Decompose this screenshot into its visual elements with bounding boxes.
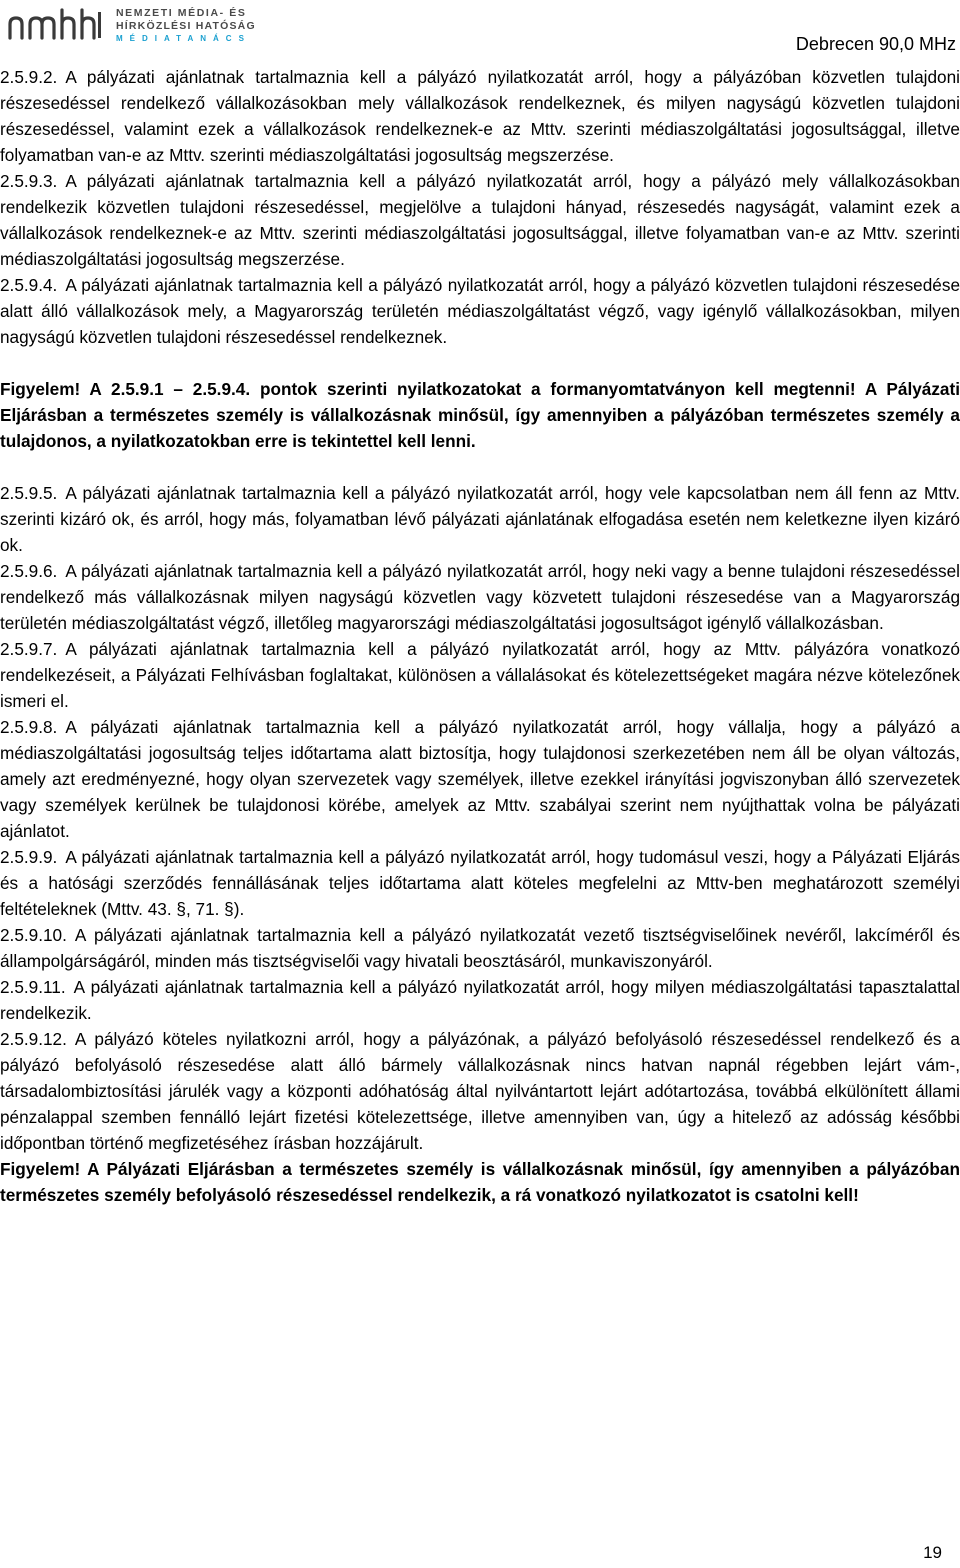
paragraph-text: A pályázati ajánlatnak tartalmaznia kell a pályázó nyilatkozatát arról, hogy a pályázó közvetlen tulajdoni részesedése alatt álló vállalkozások mely, a Magyarország területén médiaszolgáltatást végző, vagy igénylő vállalkozásokban, milyen nagyságú közvetlen tulajdoni részesedéssel rendelkeznek. bbox=[0, 275, 960, 347]
org-name-line1: NEMZETI MÉDIA- ÉS bbox=[116, 7, 247, 19]
paragraph-text: A pályázati ajánlatnak tartalmaznia kell a pályázó nyilatkozatát arról, hogy tudomásul veszi, hogy a Pályázati Eljárás és a hatósági szerződés fennállásának teljes időtartama alatt köteles megfelelni az Mttv-ben meghatározott személyi feltételeknek (Mttv. 43. §, 71. §). bbox=[0, 847, 960, 919]
warning-notice: Figyelem! A 2.5.9.1 – 2.5.9.4. pontok szerinti nyilatkozatokat a formanyomtatványon kell megtenni! A Pályázati Eljárásban a természetes személy is vállalkozásnak minősül, így amennyiben a pályázóban természetes személy a tulajdonos, a nyilatkozatokban erre is tekintettel kell lenni. bbox=[0, 379, 960, 451]
paragraph bbox=[0, 974, 960, 1026]
org-name-line2: HÍRKÖZLÉSI HATÓSÁG bbox=[116, 20, 256, 32]
paragraph-text: A pályázati ajánlatnak tartalmaznia kell a pályázó nyilatkozatát arról, hogy az Mttv. pályázóra vonatkozó rendelkezéseit, a Pályázati Felhívásban foglaltakat, különösen a vállalásokat és kötelezettségeket magára nézve kötelezőnek ismeri el. bbox=[0, 639, 960, 711]
document-body bbox=[0, 64, 960, 1208]
paragraph-number: 2.5.9.4. bbox=[0, 275, 58, 295]
nmhh-logo-icon bbox=[6, 4, 110, 44]
paragraph bbox=[0, 922, 960, 974]
paragraph-text: A pályázó köteles nyilatkozni arról, hogy a pályázónak, a pályázó befolyásoló részesedéssel rendelkező és a pályázó befolyásoló részesedése alatt álló bármely vállalkozásnak nincs hatvan napnál régebben lejárt vám-, társadalombiztosítási járulék vagy a központi adóhatóság által nyilvántartott lejárt adótartozása, továbbá elkülönített állami pénzalappal szemben fennálló lejárt fizetési kötelezettsége, illetve amennyiben van, úgy a hitelező az adósság későbbi időpontban történő megfizetéséhez írásban hozzájárult. bbox=[0, 1029, 960, 1153]
station-label: Debrecen 90,0 MHz bbox=[795, 34, 956, 54]
spacer bbox=[0, 454, 960, 480]
paragraph-number: 2.5.9.9. bbox=[0, 847, 58, 867]
paragraph-text: A pályázati ajánlatnak tartalmaznia kell a pályázó nyilatkozatát arról, hogy a pályázóban közvetlen tulajdoni részesedéssel rendelkező vállalkozásokban mely vállalkozások rendelkeznek, és milyen nagyságú közvetlen tulajdoni részesedéssel, valamint ezek a vállalkozások rendelkeznek-e az Mttv. szerinti médiaszolgáltatási jogosultsággal, illetve folyamatban van-e az Mttv. szerinti médiaszolgáltatási jogosultság megszerzése. bbox=[0, 67, 960, 165]
paragraph-number: 2.5.9.2. bbox=[0, 67, 58, 87]
paragraph-text: A pályázati ajánlatnak tartalmaznia kell a pályázó nyilatkozatát arról, hogy milyen médiaszolgáltatási tapasztalattal rendelkezik. bbox=[0, 977, 960, 1023]
paragraph-number: 2.5.9.3. bbox=[0, 171, 58, 191]
nmhh-logo bbox=[6, 4, 256, 44]
paragraph bbox=[0, 714, 960, 844]
paragraph bbox=[0, 272, 960, 350]
paragraph bbox=[0, 558, 960, 636]
page-header bbox=[0, 0, 960, 60]
paragraph-text: A pályázati ajánlatnak tartalmaznia kell a pályázó nyilatkozatát vezető tisztségviselőinek nevéről, lakcíméről és állampolgárságáról, minden más tisztségviselői vagy hivatali beosztásáról, munkaviszonyáról. bbox=[0, 925, 960, 971]
paragraph-number: 2.5.9.7. bbox=[0, 639, 58, 659]
spacer bbox=[0, 350, 960, 376]
paragraph-number: 2.5.9.8. bbox=[0, 717, 58, 737]
paragraph bbox=[0, 636, 960, 714]
org-name-line3: MÉDIATANÁCS bbox=[116, 34, 251, 43]
paragraph-text: A pályázati ajánlatnak tartalmaznia kell a pályázó nyilatkozatát arról, hogy neki vagy a benne tulajdoni részesedéssel rendelkező más vállalkozásnak milyen nagyságú közvetlen vagy közvetett tulajdoni részesedése van a Magyarország területén médiaszolgáltatást végző, illetőleg magyarországi médiaszolgáltatási jogosultságot igénylő vállalkozásban. bbox=[0, 561, 960, 633]
warning-notice: Figyelem! A Pályázati Eljárásban a természetes személy is vállalkozásnak minősül, így amennyiben a pályázóban természetes személy befolyásoló részesedéssel rendelkezik, a rá vonatkozó nyilatkozatot is csatolni kell! bbox=[0, 1159, 960, 1205]
paragraph bbox=[0, 1026, 960, 1156]
paragraph-number: 2.5.9.12. bbox=[0, 1029, 67, 1049]
paragraph-number: 2.5.9.10. bbox=[0, 925, 67, 945]
paragraph-number: 2.5.9.11. bbox=[0, 977, 66, 997]
paragraph-text: A pályázati ajánlatnak tartalmaznia kell a pályázó nyilatkozatát arról, hogy vele kapcsolatban nem áll fenn az Mttv. szerinti kizáró ok, és arról, hogy más, folyamatban lévő pályázati ajánlatának elfogadása esetén nem keletkezne ilyen kizáró ok. bbox=[0, 483, 960, 555]
page-number: 19 bbox=[923, 1543, 942, 1562]
paragraph bbox=[0, 64, 960, 168]
paragraph bbox=[0, 844, 960, 922]
paragraph bbox=[0, 480, 960, 558]
paragraph-text: A pályázati ajánlatnak tartalmaznia kell a pályázó nyilatkozatát arról, hogy vállalja, hogy a pályázó a médiaszolgáltatási jogosultság teljes időtartama alatt biztosítja, hogy tulajdonosi szerkezetében nem áll be olyan változás, amely azt eredményezné, hogy olyan szervezetek vagy személyek, illetve ezekkel irányítási jogviszonyban álló szervezetek vagy személyek kerülnek be tulajdonosi körébe, amelyek az Mttv. szabályai szerint nem nyújthattak volna be pályázati ajánlatot. bbox=[0, 717, 960, 841]
paragraph-number: 2.5.9.6. bbox=[0, 561, 58, 581]
paragraph-number: 2.5.9.5. bbox=[0, 483, 58, 503]
paragraph-text: A pályázati ajánlatnak tartalmaznia kell a pályázó nyilatkozatát arról, hogy a pályázó mely vállalkozásokban rendelkezik közvetlen tulajdoni részesedéssel, megjelölve a tulajdoni hányad, részesedés nagyságát, valamint ezek a vállalkozások rendelkeznek-e az Mttv. szerinti médiaszolgáltatási jogosultsággal, illetve folyamatban van-e az Mttv. szerinti médiaszolgáltatási jogosultság megszerzése. bbox=[0, 171, 960, 269]
paragraph bbox=[0, 168, 960, 272]
